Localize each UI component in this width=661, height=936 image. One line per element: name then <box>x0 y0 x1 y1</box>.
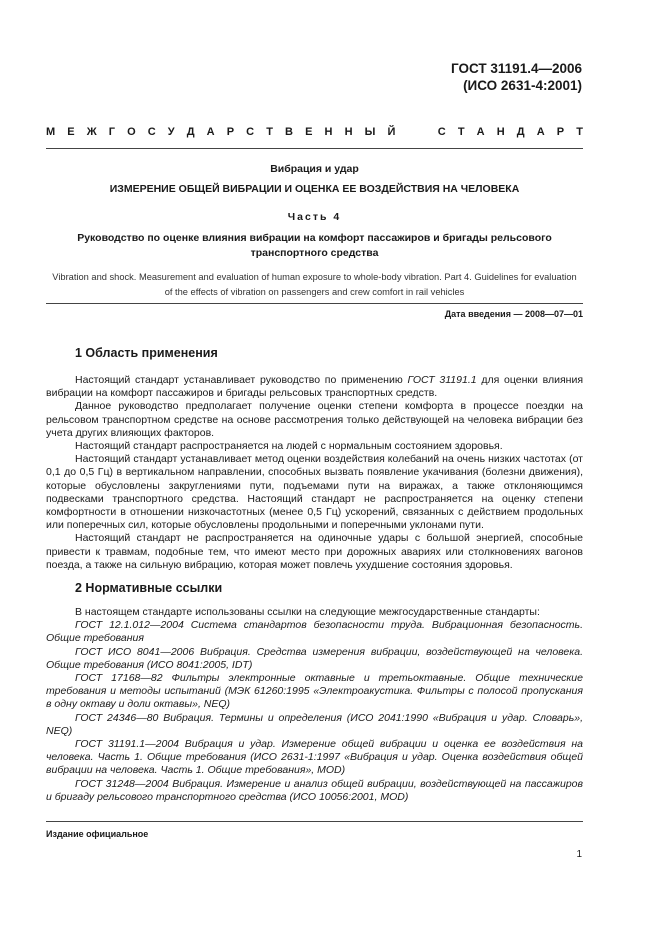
banner-letter: Р <box>226 126 235 138</box>
banner-letter: В <box>285 126 293 138</box>
title-rule-bottom <box>46 303 583 304</box>
title-part: Часть 4 <box>287 211 342 223</box>
banner-letter: Д <box>516 126 525 138</box>
section-2-heading: 2 Нормативные ссылки <box>75 581 223 595</box>
banner-letter: Д <box>186 126 195 138</box>
paragraph: Настоящий стандарт устанавливает руководство по применению ГОСТ 31191.1 для оценки влияния вибрации на комфорт пассажиров и бригады рельсовых транспортных средств. <box>46 374 583 400</box>
banner-letter: Н <box>324 126 333 138</box>
title-subtitle: Вибрация и удар <box>270 163 359 175</box>
banner-letter: А <box>476 126 485 138</box>
reference-item: ГОСТ ИСО 8041—2006 Вибрация. Средства измерения вибрации, воздействующей на человека. Общие требования (ИСО 8041:2005, IDT) <box>46 645 583 671</box>
banner-letter: Ж <box>86 126 97 138</box>
banner-letter: Н <box>344 126 353 138</box>
references-intro: В настоящем стандарте использованы ссылки на следующие межгосударственные стандарты: <box>75 606 540 618</box>
reference-item: ГОСТ 31248—2004 Вибрация. Измерение и анализ общей вибрации, воздействующей на пассажиров и бригаду рельсового транспортного средства (ИСО 10056:2001, MOD) <box>46 777 583 803</box>
reference-item: ГОСТ 24346—80 Вибрация. Термины и определения (ИСО 2041:1990 «Вибрация и удар. Словарь», NEQ) <box>46 711 583 737</box>
banner-letter: С <box>437 126 446 138</box>
footer-rule <box>46 821 583 822</box>
banner-letter <box>423 126 426 138</box>
reference-item: ГОСТ 12.1.012—2004 Система стандартов безопасности труда. Вибрационная безопасность. Общие требования <box>46 619 583 645</box>
iso-number: (ИСО 2631-4:2001) <box>463 78 582 93</box>
standard-number: ГОСТ 31191.4—2006 <box>451 61 582 76</box>
paragraph: Настоящий стандарт не распространяется на одиночные удары с большой энергией, способные привести к травмам, подобные тем, что имеют место при дорожных авариях или столкновениях вагонов поезда, а также на сильную вибрацию, которая может повлечь ухудшение состояния здоровья. <box>46 532 583 571</box>
banner-letter <box>407 126 410 138</box>
reference-item: ГОСТ 31191.1—2004 Вибрация и удар. Измерение общей вибрации и оценка ее воздействия на человека. Часть 1. Общие требования (ИСО 2631-1:1997 «Вибрация и удар. Оценка воздействия общей вибрации на человека. Часть 1. Общие требования», MOD) <box>46 738 583 777</box>
section-1-heading: 1 Область применения <box>75 346 218 360</box>
interstate-standard-banner <box>46 126 583 138</box>
title-part-name: Руководство по оценке влияния вибрации на комфорт пассажиров и бригады рельсового транспортного средства <box>77 232 552 259</box>
paragraph: Настоящий стандарт распространяется на людей с нормальным состоянием здоровья. <box>75 440 503 453</box>
date-of-introduction: Дата введения — 2008—07—01 <box>444 309 583 319</box>
title-rule-top <box>46 148 583 149</box>
banner-letter: М <box>46 126 56 138</box>
section-2-body <box>46 606 583 804</box>
paragraph: Данное руководство предполагает получение оценки степени комфорта в процессе поездки на рельсовом транспортном средстве на основе рассмотрения только действующей на человека вибрации без учета других влияющих факторов. <box>46 400 583 439</box>
banner-letter: С <box>147 126 156 138</box>
title-english: Vibration and shock. Measurement and evaluation of human exposure to whole-body vibration. Part 4. Guidelines for evaluation of the effects of vibration on passengers and crew comfort in rail vehicles <box>52 272 577 297</box>
standard-designation <box>380 60 582 94</box>
section-1-body <box>46 374 583 572</box>
banner-letter: Т <box>457 126 465 138</box>
banner-letter: Н <box>496 126 505 138</box>
paragraph: Настоящий стандарт устанавливает метод оценки воздействия колебаний на очень низких частотах (от 0,1 до 0,5 Гц) в вертикальном направлении, способных вызвать появление укачивания (болезни движения), которые обусловлены закруглениями пути, подъемами пути на виражах, а также отклоняющимся подвесками транспортного средства. Настоящий стандарт не распространяется на оценку степени комфортности в отношении низкочастотных (менее 0,5 Гц) ускорений, связанных с действием продольных или поперечных сил, которые обусловлены продольными и поперечными уклонами пути. <box>46 453 583 532</box>
edition-note: Издание официальное <box>46 829 149 839</box>
banner-letter: Й <box>387 126 396 138</box>
banner-letter: Е <box>305 126 313 138</box>
banner-letter: А <box>536 126 545 138</box>
banner-letter: Т <box>266 126 273 138</box>
page-number: 1 <box>576 849 582 860</box>
banner-letter: Р <box>556 126 565 138</box>
banner-letter: Г <box>108 126 115 138</box>
title-main: ИЗМЕРЕНИЕ ОБЩЕЙ ВИБРАЦИИ И ОЦЕНКА ЕЕ ВОЗДЕЙСТВИЯ НА ЧЕЛОВЕКА <box>109 183 520 195</box>
banner-letter: О <box>127 126 136 138</box>
reference-item: ГОСТ 17168—82 Фильтры электронные октавные и третьоктавные. Общие технические требования и методы испытаний (МЭК 61260:1995 «Электроакустика. Фильтры с полосой пропускания в одну октаву и доли октавы», NEQ) <box>46 672 583 711</box>
banner-letter: Е <box>67 126 75 138</box>
banner-letter: Ы <box>364 126 376 138</box>
banner-letter: А <box>206 126 215 138</box>
banner-letter: У <box>167 126 175 138</box>
banner-letter: Т <box>576 126 583 138</box>
banner-letter: С <box>246 126 255 138</box>
